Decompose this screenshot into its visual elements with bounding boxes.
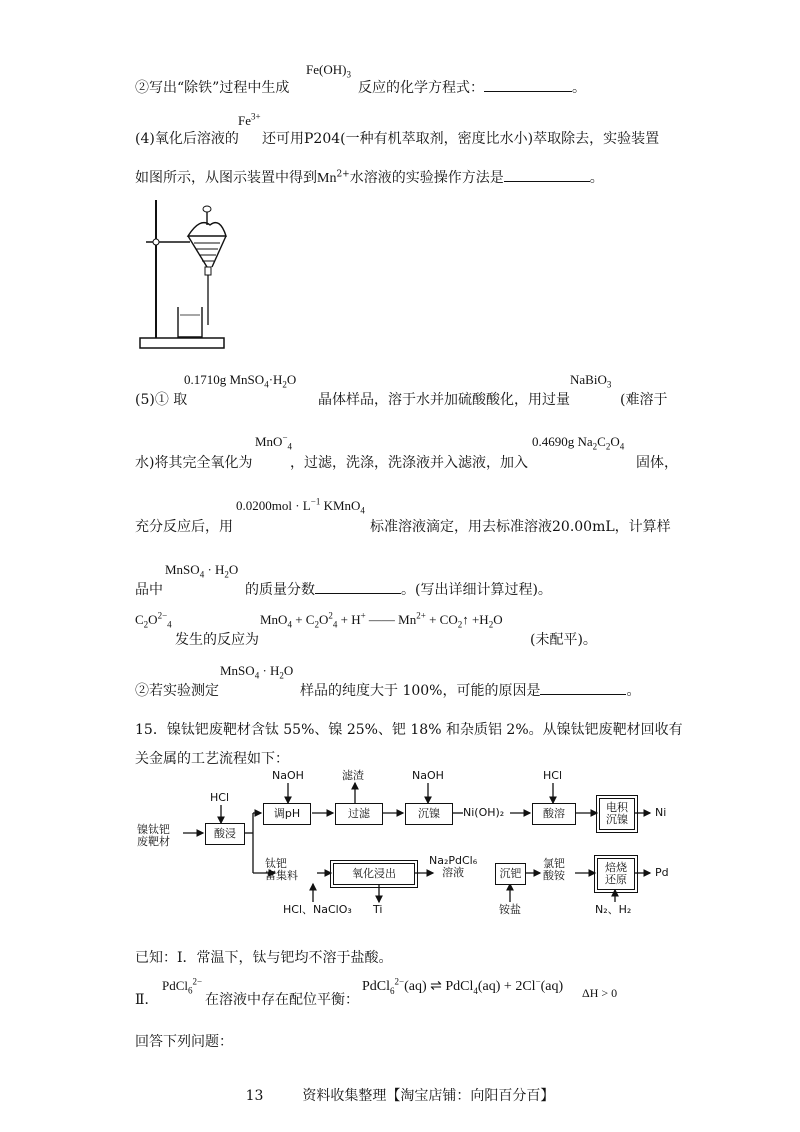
n2-h2-label: N₂、H₂	[595, 903, 632, 916]
residue-label: 滤渣	[342, 769, 364, 782]
leach-reagents-label: HCl、NaClO₃	[283, 903, 352, 916]
adjust-ph-box: 调pH	[263, 803, 311, 825]
known-1: 已知：Ⅰ．常温下，钛与钯均不溶于盐酸。	[135, 950, 393, 966]
q14-5-line3: 充分反应后，用	[135, 519, 233, 535]
answer-blank[interactable]	[504, 167, 590, 182]
electrodeposit-box: 电积 沉镍	[599, 798, 635, 830]
q14-2-suffix: 反应的化学方程式： 。	[358, 77, 586, 97]
ammonium-salt-label: 铵盐	[499, 903, 521, 916]
mnso4-h2o-formula: MnSO$_4$ · $H_2O$	[165, 562, 239, 580]
q14-5-line5b: (未配平)。	[530, 632, 597, 648]
answer-blank[interactable]	[315, 579, 401, 594]
nabio3-formula: NaBiO$_3$	[570, 372, 612, 390]
q14-5-line2b: ，过滤，洗涤，洗涤液并入滤液，加入	[290, 455, 528, 471]
q14-5-line5: 发生的反应为	[175, 632, 259, 648]
acid-dissolve-box: 酸溶	[532, 803, 576, 825]
q15-line1: 15．镍钛钯废靶材含钛 55%、镍 25%、钯 18% 和杂质铝 2%。从镍钛钯废靶材回收有	[135, 722, 683, 738]
hcl-label-2: HCl	[543, 769, 563, 782]
precipitate-ni-box: 沉镍	[405, 803, 453, 825]
naoh-label-2: NaOH	[412, 769, 444, 782]
page-number: 13	[245, 1088, 264, 1104]
q14-5-line2: 水)将其完全氧化为	[135, 455, 253, 471]
q15-line2: 关金属的工艺流程如下：	[135, 751, 289, 767]
q14-2-line: ②写出“除铁”过程中生成	[135, 80, 290, 96]
q14-5-line3b: 标准溶液滴定，用去标准溶液20.00mL，计算样	[370, 519, 671, 535]
footer-text: 资料收集整理【淘宝店铺：向阳百分百】	[302, 1088, 555, 1104]
process-flowchart	[135, 770, 675, 930]
hcl-label-1: HCl	[210, 791, 230, 804]
fe3-ion: $Fe^{3+}$	[238, 111, 261, 128]
reaction-equation: $MnO_4 + C_2O^2_4 + H^+$ —— $Mn^{2+}$ + $CO_2↑ +H_2O$	[260, 610, 503, 630]
q14-4-line1b: 还可用P204(一种有机萃取剂，密度比水小)萃取除去，实验装置	[262, 131, 660, 147]
naoh-label-1: NaOH	[272, 769, 304, 782]
q14-4-line2: 如图所示，从图示装置中得到$Mn^{2+}$水溶液的实验操作方法是 。	[135, 167, 604, 187]
equilibrium-equation: PdCl$_6^{2-}$(aq) ⇌ PdCl$_4$(aq) + 2Cl−(aq)	[362, 976, 564, 996]
q14-5-line1b: 晶体样品，溶于水并加硫酸酸化，用过量	[318, 392, 570, 408]
q14-5-line6: ②若实验测定	[135, 683, 219, 699]
feoh3-formula: $Fe(OH)_3$	[306, 62, 351, 80]
q14-5-line4: 品中	[135, 582, 163, 598]
pd-product-label: Pd	[655, 866, 669, 879]
known-2-text: 在溶液中存在配位平衡：	[205, 992, 359, 1008]
raw-material-label: 镍钛钯 废靶材	[137, 823, 170, 848]
mnso4-h2o-formula-2: MnSO$_4$ · $H_2O$	[220, 663, 294, 681]
page-footer	[0, 1085, 800, 1105]
na2c2o4-mass: 0.4690g $Na_2C_2O_4$	[532, 434, 625, 452]
q14-5-line6b: 样品的纯度大于 100%，可能的原因是 。	[300, 680, 640, 700]
pd-salt-label: 氯钯 酸铵	[543, 857, 565, 882]
separatory-funnel-apparatus	[138, 195, 230, 353]
precipitate-pd-box: 沉钯	[495, 863, 526, 885]
ti-pd-concentrate-label: 钛钯 富集料	[265, 857, 298, 882]
calcine-reduce-box: 焙烧 还原	[597, 858, 635, 890]
na2pdcl6-label: Na₂PdCl₆ 溶液	[429, 854, 478, 879]
enthalpy-label: ΔH > 0	[582, 986, 618, 1000]
answer-prompt: 回答下列问题：	[135, 1034, 233, 1050]
mnso4-mass: 0.1710g $MnSO_4\cdot H_2O$	[184, 372, 297, 390]
ni-product-label: Ni	[655, 806, 667, 819]
q14-4-line1: (4)氧化后溶液的	[135, 131, 239, 147]
c2o4-ion: $C_2O^{2-}_4$	[135, 610, 172, 630]
answer-blank[interactable]	[484, 77, 572, 92]
ti-product-label: Ti	[373, 903, 383, 916]
q14-5-line1c: (难溶于	[620, 392, 668, 408]
q14-5-line4b: 的质量分数 。(写出详细计算过程)。	[245, 579, 552, 599]
q14-5-line2c: 固体，	[636, 455, 678, 471]
known-2-prefix: Ⅱ．	[135, 992, 159, 1008]
acid-leach-box: 酸浸	[205, 823, 245, 845]
filter-box: 过滤	[335, 803, 383, 825]
kmno4-conc: $0.0200mol \cdot L^{-1}$ KMnO$_4$	[236, 496, 365, 516]
oxidative-leach-box: 氧化浸出	[333, 863, 415, 885]
q14-5-line1: (5)① 取	[135, 392, 188, 408]
nioh2-label: Ni(OH)₂	[463, 806, 505, 819]
pdcl6-ion: PdCl$_6^{2-}$	[162, 976, 203, 996]
mno4-ion: MnO−$_4$	[255, 432, 293, 452]
answer-blank[interactable]	[540, 680, 626, 695]
